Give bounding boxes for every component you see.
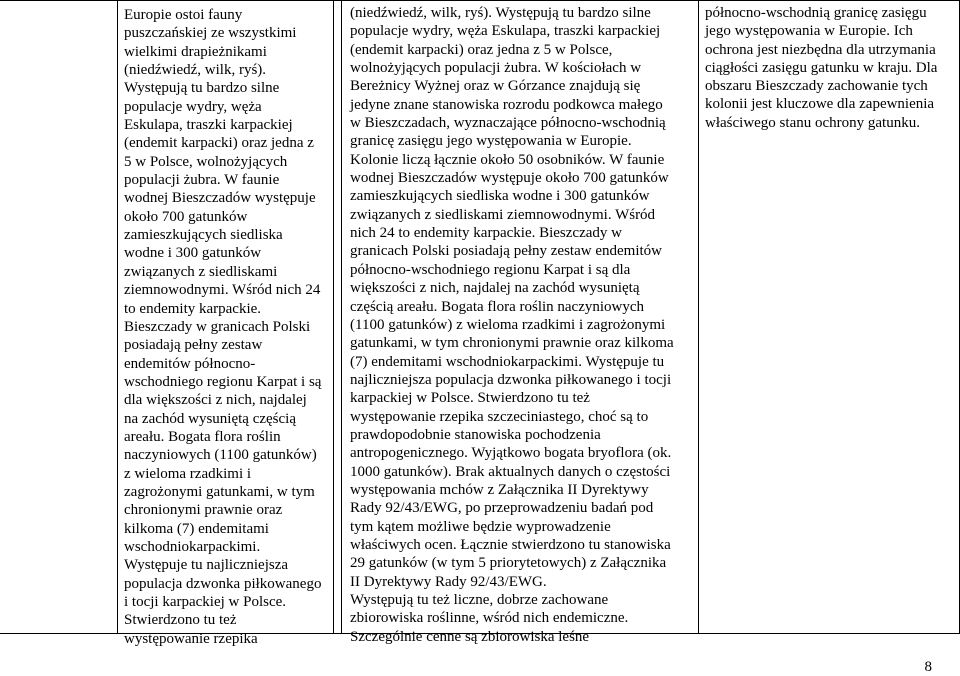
table-cell-column-1 [117, 1, 334, 647]
column-3-text: północno-wschodnią granicę zasięgu jego występowania w Europie. Ich ochrona jest niezbędna dla utrzymania ciągłości zasięgu gatunku w kraju. Dla obszaru Bieszczady zachowanie tych kolonii jest kluczowe dla zapewnienia właściwego stanu ochrony gatunku. [705, 5, 938, 131]
column-1-text: Europie ostoi fauny puszczańskiej ze wszystkimi wielkimi drapieżnikami (niedźwiedź, wilk, ryś). Występują tu bardzo silne populacje wydry, węża Eskulapa, traszki karpackiej (endemit karpacki) oraz jedna z 5 w Polsce, wolnożyjących populacji żubra. W faunie wodnej Bieszczadów występuje około 700 gatunków zamieszkujących siedliska wodne i 300 gatunków związanych z siedliskami ziemnowodnymi. Wśród nich 24 to endemity karpackie. Bieszczady w granicach Polski posiadają pełny zestaw endemitów północno- wschodniego regionu Karpat i są dla większości z nich, najdalej na zachód wysuniętą częścią areału. Bogata flora roślin naczyniowych (1100 gatunków) z wieloma rzadkimi i zagrożonymi gatunkami, w tym chronionymi prawnie oraz kilkoma (7) endemitami wschodniokarpackimi. Występuje tu najliczniejsza populacja dzwonka piłkowanego i tocji karpackiej w Polsce. Stwierdzono tu też występowanie rzepika [124, 7, 322, 647]
page-number: 8 [924, 659, 932, 675]
column-2-text: (niedźwiedź, wilk, ryś). Występują tu bardzo silne populacje wydry, węża Eskulapa, traszki karpackiej (endemit karpacki) oraz jedna z 5 w Polsce, wolnożyjących populacji żubra. W kościołach w Bereżnicy Wyżnej oraz w Górzance znajdują się jedyne znane stanowiska rozrodu podkowca małego w Bieszczadach, wyznaczające północno-wschodnią granicę zasięgu jego występowania w Europie. Kolonie liczą łącznie około 50 osobników. W faunie wodnej Bieszczadów występuje około 700 gatunków zamieszkujących siedliska wodne i 300 gatunków związanych z siedliskami ziemnowodnymi. Wśród nich 24 to endemity karpackie. Bieszczady w granicach Polski posiadają pełny zestaw endemitów północno-wschodniego regionu Karpat i są dla większości z nich, najdalej na zachód wysuniętą częścią areału. Bogata flora roślin naczyniowych (1100 gatunków) z wieloma rzadkimi i zagrożonymi gatunkami, w tym chronionymi prawnie oraz kilkoma (7) endemitami wschodniokarpackimi. Występuje tu najliczniejsza populacja dzwonka piłkowanego i tocji karpackiej w Polsce. Stwierdzono tu też występowanie rzepika szczeciniastego, choć są to prawdopodobnie stanowiska pochodzenia antropogenicznego. Wyjątkowo bogata bryoflora (ok. 1000 gatunków). Brak aktualnych danych o częstości występowania mchów z Załącznika II Dyrektywy Rady 92/43/EWG, po przeprowadzeniu badań pod tym kątem możliwe będzie wyprowadzenie właściwych ocen. Łącznie stwierdzono tu stanowiska 29 gatunków (w tym 5 priorytetowych) z Załącznika II Dyrektywy Rady 92/43/EWG. Występują tu też liczne, dobrze zachowane zbiorowiska roślinne, wśród nich endemiczne. Szczególnie cenne są zbiorowiska leśne [350, 5, 674, 645]
table-cell-column-2 [341, 1, 699, 645]
table-cell-column-3 [699, 1, 960, 633]
